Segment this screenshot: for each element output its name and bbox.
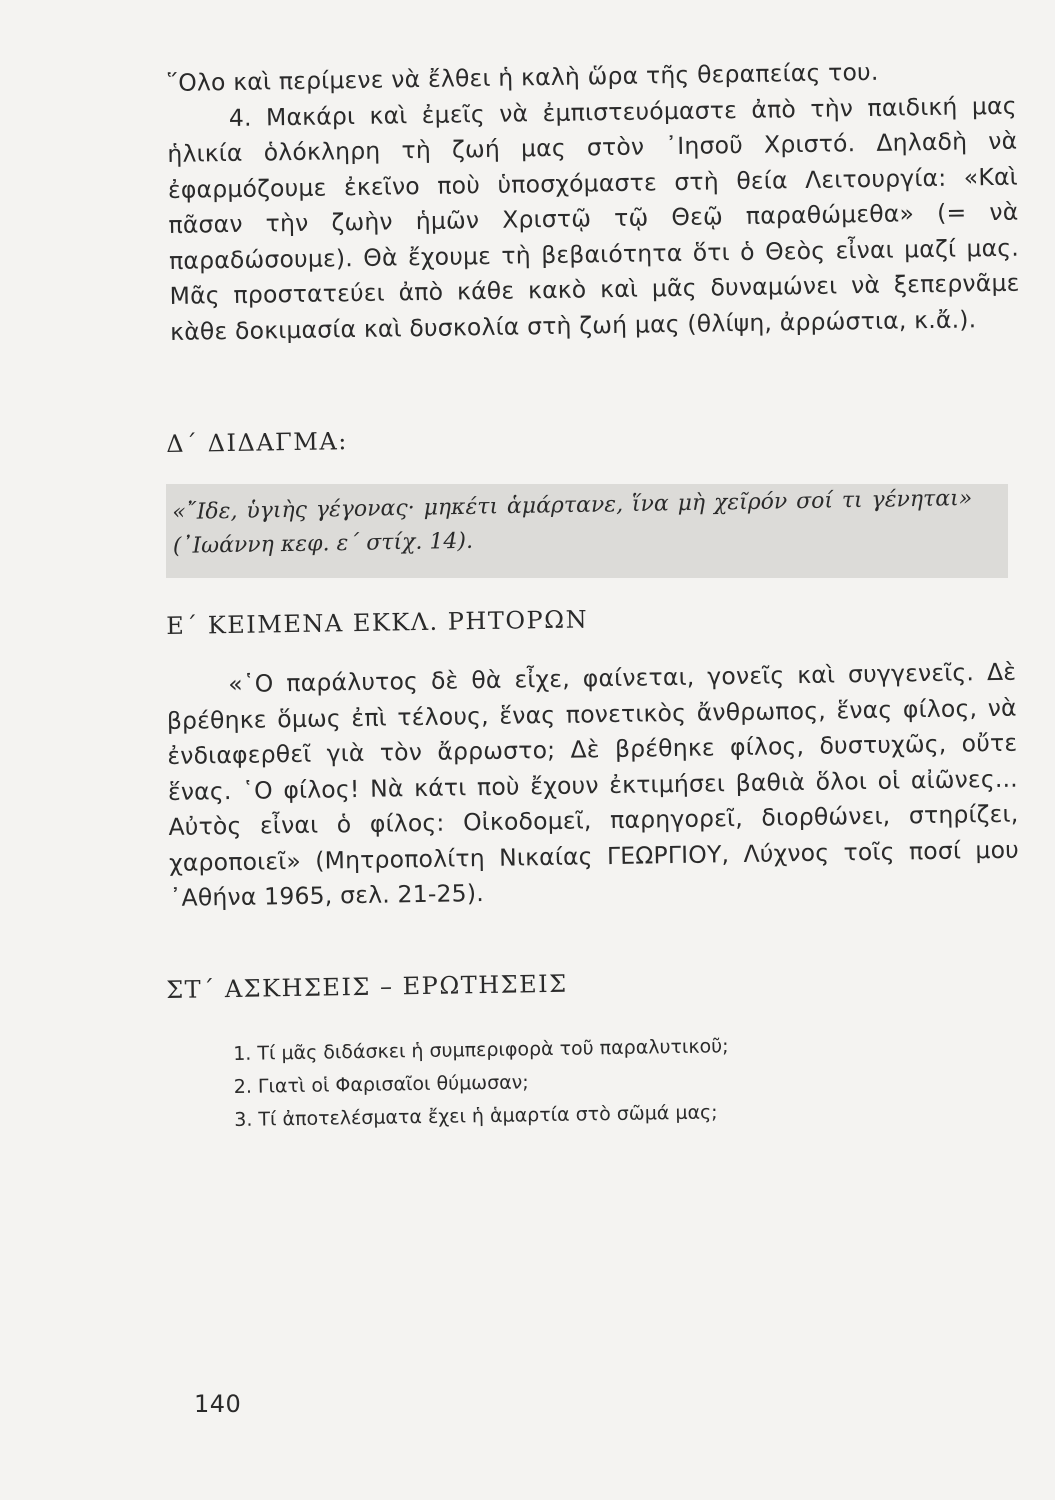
lesson-quote — [172, 482, 973, 564]
section-e-text: «῾Ο παράλυτος δὲ θὰ εἶχε, φαίνεται, γονεῖς καὶ συγγενεῖς. Δὲ βρέθηκε ὅμως ἐπὶ τέλους, ἕνας πονετικὸς ἄνθρωπος, ἕνας φίλος, νὰ ἐνδιαφερθεῖ γιὰ τὸν ἄρρωστο; Δὲ βρέθηκε φίλος, δυστυχῶς, οὔτε ἕνας. ῾Ο φίλος! Νὰ κάτι ποὺ ἔχουν ἐκτιμήσει βαθιὰ ὅλοι οἱ αἰῶνες... Αὐτὸς εἶναι ὁ φίλος: Οἰκοδομεῖ, παρηγορεῖ, διορθώνει, στηρίζει, χαροποιεῖ» (Μητροπολίτη Νικαίας ΓΕΩΡΓΙΟΥ, Λύχνος τοῖς ποσί μου ᾿Αθήνα 1965, σελ. 21-25). — [166, 657, 1020, 912]
intro-paragraph — [166, 53, 1020, 350]
section-e-paragraph — [166, 655, 1020, 917]
section-d-heading: Δ΄ ΔΙΔΑΓΜΑ: — [166, 427, 349, 458]
intro-line: ῞Ολο καὶ περίμενε νὰ ἔλθει ἡ καλὴ ὥρα τῆς θεραπείας του. — [166, 57, 879, 97]
section-st-heading: ΣΤ΄ ΑΣΚΗΣΕΙΣ – ΕΡΩΤΗΣΕΙΣ — [166, 969, 568, 1004]
section-e-heading: Ε΄ ΚΕΙΜΕΝΑ ΕΚΚΛ. ΡΗΤΟΡΩΝ — [166, 605, 589, 640]
lesson-quote-text: «῎Ιδε, ὑγιὴς γέγονας· μηκέτι ἁμάρτανε, ἵνα μὴ χεῖρόν σοί τι γένηται» (᾿Ιωάννη κεφ. ε΄ στίχ. 14). — [172, 486, 973, 559]
questions-list — [233, 1030, 730, 1137]
point-4-text: 4. Μακάρι καὶ ἐμεῖς νὰ ἐμπιστευόμαστε ἀπὸ τὴν παιδική μας ἡλικία ὁλόκληρη τὴ ζωή μας στὸν ᾿Ιησοῦ Χριστό. Δηλαδὴ νὰ ἐφαρμόζουμε ἐκεῖνο ποὺ ὑποσχόμαστε στὴ θεία Λειτουργία: «Καὶ πᾶσαν τὴν ζωὴν ἡμῶν Χριστῷ τῷ Θεῷ παραθώμεθα» (= νὰ παραδώσουμε). Θὰ ἔχουμε τὴ βεβαιότητα ὅτι ὁ Θεὸς εἶναι μαζί μας. Μᾶς προστατεύει ἀπὸ κάθε κακὸ καὶ μᾶς δυναμώνει νὰ ξεπερνᾶμε κὰθε δοκιμασία καὶ δυσκολία στὴ ζωή μας (θλίψη, ἀρρώστια, κ.ἄ.). — [167, 91, 1020, 346]
question-item: 1. Τί μᾶς διδάσκει ἡ συμπεριφορὰ τοῦ παραλυτικοῦ; — [233, 1035, 729, 1065]
question-item: 3. Τί ἀποτελέσματα ἔχει ἡ ἁμαρτία στὸ σῶμά μας; — [234, 1101, 718, 1131]
question-item: 2. Γιατὶ οἱ Φαρισαῖοι θύμωσαν; — [233, 1071, 529, 1098]
page-number: 140 — [194, 1390, 242, 1418]
